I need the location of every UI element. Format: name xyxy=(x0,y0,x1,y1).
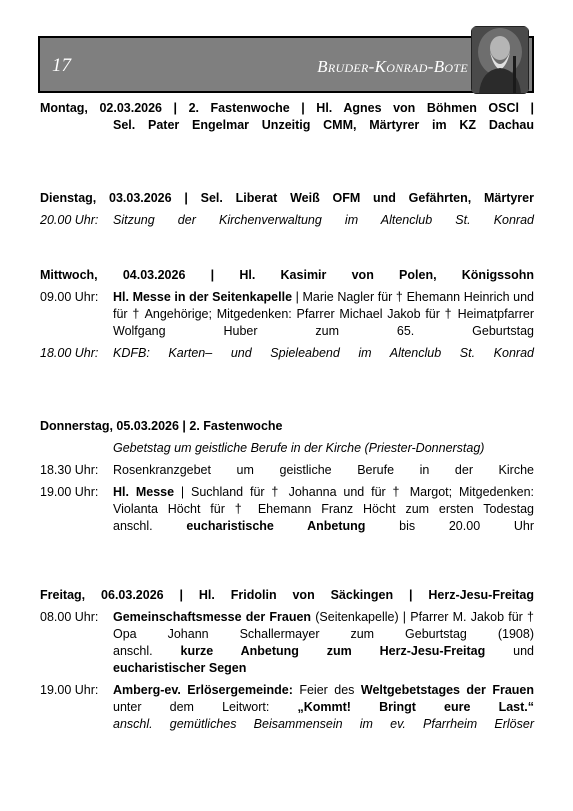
bulletin-title: Bruder-Konrad-Bote xyxy=(317,57,468,76)
event-details: Feier des xyxy=(292,683,361,697)
day-heading: Donnerstag, 05.03.2026 | 2. Fastenwoche xyxy=(40,419,283,433)
event-details: | Marie Nagler für † Ehemann Heinrich und für † Angehörige; Mitgedenken: Pfarrer Michael Jakob für † Heimatpfarrer Wolfgang Huber zum 65. Geburtstag xyxy=(113,290,535,338)
event-motto: „Kommt! Bringt eure Last.“ xyxy=(297,700,535,714)
event-row xyxy=(40,289,534,340)
day-heading: Dienstag, 03.03.2026 | Sel. Liberat Weiß OFM und Gefährten, Märtyrer xyxy=(40,191,534,205)
event-followup-conjunction: und xyxy=(485,644,534,658)
event-location: Amberg-ev. Erlösergemeinde: xyxy=(113,683,293,697)
event-text xyxy=(113,484,534,535)
event-title: Hl. Messe xyxy=(113,485,175,499)
event-row xyxy=(40,682,534,733)
event-followup-title: kurze Anbetung zum Herz-Jesu-Freitag xyxy=(180,644,486,658)
event-text: Sitzung der Kirchenverwaltung im Altenclub St. Konrad xyxy=(113,213,534,227)
event-time: 19.00 Uhr: xyxy=(40,485,99,499)
event-text xyxy=(113,289,534,340)
event-time: 08.00 Uhr: xyxy=(40,610,99,624)
event-row xyxy=(40,609,534,677)
event-details: (Seitenkapelle) | Pfarrer M. Jakob für † Opa Johann Schallermayer zum Geburtstag (1908) xyxy=(113,610,534,641)
event-followup-title-continued: eucharistischer Segen xyxy=(113,661,247,675)
day-tuesday xyxy=(40,190,534,229)
day-heading: Montag, 02.03.2026 | 2. Fastenwoche | Hl. Agnes von Böhmen OSCl | xyxy=(40,101,534,115)
event-title: Hl. Messe in der Seitenkapelle xyxy=(113,290,293,304)
day-note-row xyxy=(40,440,534,457)
day-heading: Freitag, 06.03.2026 | Hl. Fridolin von Säckingen | Herz-Jesu-Freitag xyxy=(40,588,534,602)
day-note: Gebetstag um geistliche Berufe in der Kirche (Priester-Donnerstag) xyxy=(113,441,485,455)
event-title: Weltgebetstages der Frauen xyxy=(360,683,534,697)
day-friday xyxy=(40,587,534,733)
event-time: 09.00 Uhr: xyxy=(40,290,99,304)
event-details: | Suchland für † Johanna und für † Margot; Mitgedenken: Violanta Höcht für † Ehemann Franz Höcht zum ersten Todestag xyxy=(113,485,534,516)
event-row xyxy=(40,212,534,229)
event-text xyxy=(113,609,534,677)
event-followup-time: bis 20.00 Uhr xyxy=(365,519,534,533)
event-time: 19.00 Uhr: xyxy=(40,683,99,697)
event-time: 18.00 Uhr: xyxy=(40,346,99,360)
calendar-content xyxy=(40,100,534,733)
event-followup-title: eucharistische Anbetung xyxy=(186,519,366,533)
event-row xyxy=(40,462,534,479)
day-thursday xyxy=(40,418,534,535)
day-wednesday xyxy=(40,267,534,362)
saint-portrait-image xyxy=(471,26,529,94)
event-title: Gemeinschaftsmesse der Frauen xyxy=(113,610,312,624)
event-followup-prefix: anschl. xyxy=(113,519,187,533)
day-heading: Mittwoch, 04.03.2026 | Hl. Kasimir von Polen, Königssohn xyxy=(40,268,534,282)
event-text: KDFB: Karten– und Spieleabend im Altenclub St. Konrad xyxy=(113,346,534,360)
event-details: unter dem Leitwort: xyxy=(113,700,298,714)
event-row xyxy=(40,345,534,362)
event-time: 20.00 Uhr: xyxy=(40,213,99,227)
day-heading-continued: Sel. Pater Engelmar Unzeitig CMM, Märtyrer im KZ Dachau xyxy=(113,118,534,132)
event-text xyxy=(113,682,534,733)
event-time: 18.30 Uhr: xyxy=(40,463,99,477)
event-text: Rosenkranzgebet um geistliche Berufe in der Kirche xyxy=(113,463,534,477)
event-followup: anschl. gemütliches Beisammensein im ev. Pfarrheim Erlöser xyxy=(113,717,534,731)
page-number: 17 xyxy=(52,55,71,76)
event-row xyxy=(40,484,534,535)
day-monday xyxy=(40,100,534,134)
event-followup-prefix: anschl. xyxy=(113,644,181,658)
page-header xyxy=(38,36,534,93)
